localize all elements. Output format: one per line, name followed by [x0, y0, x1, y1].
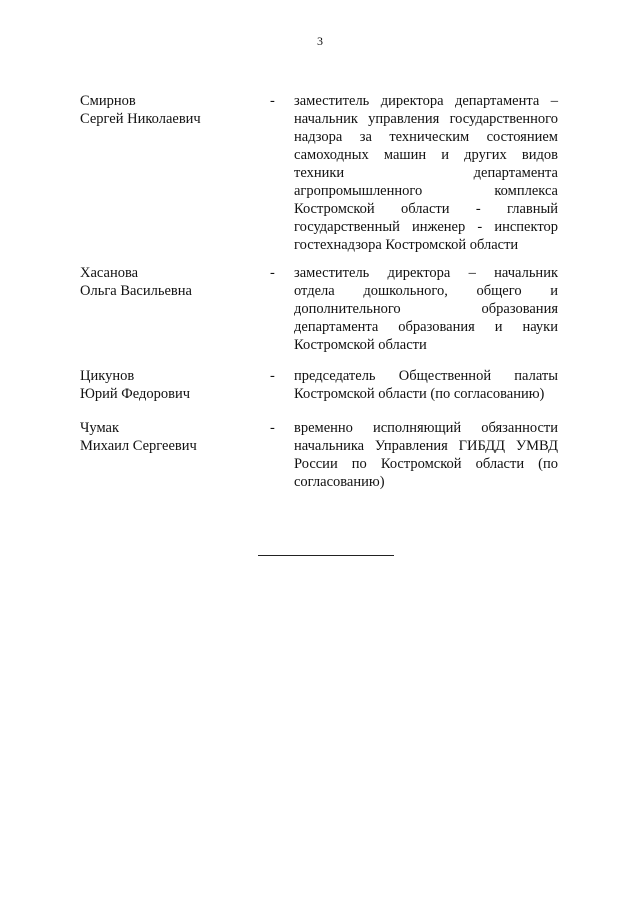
separator-dash: -	[270, 265, 275, 281]
position-line: Костромской области - главный	[294, 201, 558, 217]
position-line: временно исполняющий обязанности	[294, 420, 558, 436]
member-position	[294, 419, 558, 491]
position-line: Костромской области (по согласованию)	[294, 386, 545, 402]
separator-dash: -	[270, 368, 275, 384]
member-given-names: Юрий Федорович	[80, 386, 191, 402]
position-line: самоходных машин и других видов	[294, 147, 558, 163]
position-line: Костромской области	[294, 337, 427, 353]
separator-dash: -	[270, 93, 275, 109]
position-line: согласованию)	[294, 474, 385, 490]
position-line: гостехнадзора Костромской области	[294, 237, 519, 253]
member-surname: Смирнов	[80, 93, 136, 109]
position-line: начальника Управления ГИБДД УМВД	[294, 438, 558, 454]
member-given-names: Михаил Сергеевич	[80, 438, 197, 454]
member-name	[80, 367, 260, 403]
position-line: дополнительного образования	[294, 301, 558, 317]
member-surname: Хасанова	[80, 265, 139, 281]
position-line: заместитель директора – начальник	[294, 265, 558, 281]
end-separator-line	[258, 555, 394, 556]
member-surname: Цикунов	[80, 368, 135, 384]
position-line: агропромышленного комплекса	[294, 183, 558, 199]
member-position	[294, 367, 558, 403]
member-surname: Чумак	[80, 420, 120, 436]
position-line: начальник управления государственного	[294, 111, 558, 127]
position-line: России по Костромской области (по	[294, 456, 558, 472]
page-number: 3	[317, 34, 323, 48]
member-given-names: Сергей Николаевич	[80, 111, 201, 127]
member-name	[80, 419, 260, 455]
position-line: надзора за техническим состоянием	[294, 129, 558, 145]
position-line: техники департамента	[294, 165, 558, 181]
member-position	[294, 264, 558, 354]
position-line: председатель Общественной палаты	[294, 368, 558, 384]
separator-dash: -	[270, 420, 275, 436]
member-given-names: Ольга Васильевна	[80, 283, 192, 299]
member-name	[80, 92, 260, 128]
position-line: департамента образования и науки	[294, 319, 558, 335]
position-line: заместитель директора департамента –	[294, 93, 558, 109]
position-line: государственный инженер - инспектор	[294, 219, 558, 235]
member-name	[80, 264, 260, 300]
position-line: отдела дошкольного, общего и	[294, 283, 558, 299]
member-position	[294, 92, 558, 254]
